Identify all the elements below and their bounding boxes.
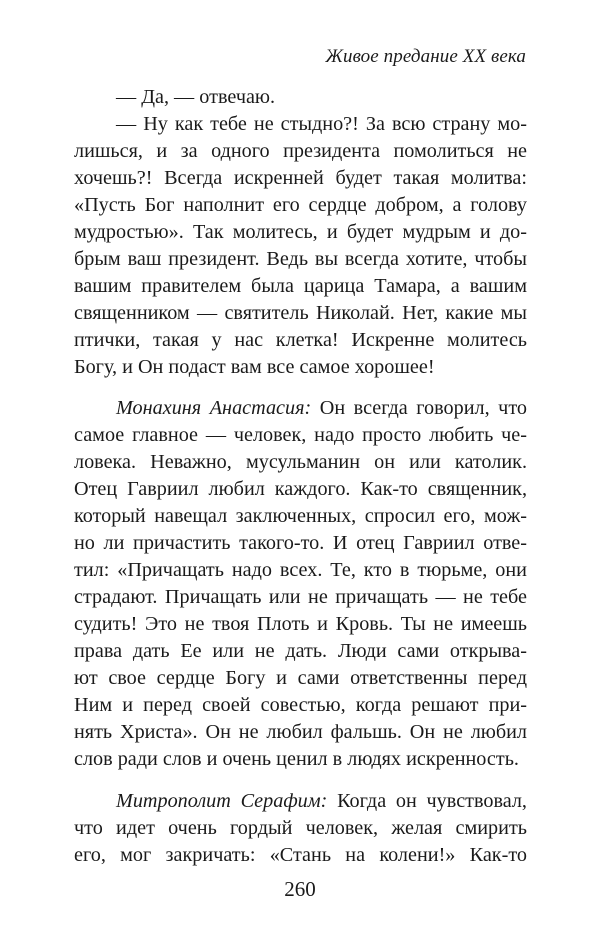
- text-line: права дать Ее или не дать. Люди сами открыва-: [74, 640, 527, 662]
- text-line: хочешь?! Всегда искренней будет такая молитва:: [74, 167, 527, 189]
- text-line: самое главное — человек, надо просто любить че-: [74, 424, 527, 446]
- text-line: — Да, — отвечаю.: [116, 86, 276, 108]
- text-line: что идет очень гордый человек, желая смирить: [74, 817, 527, 839]
- text-line: ловека. Неважно, мусульманин он или католик.: [74, 451, 527, 473]
- running-header: Живое предание XX века: [325, 46, 526, 67]
- text-line: [74, 788, 527, 815]
- text-line: слов ради слов и очень ценил в людях искренность.: [74, 748, 519, 770]
- text-line: лишься, и за одного президента помолиться не: [74, 140, 527, 162]
- page-number: 260: [284, 877, 316, 901]
- text-line: тил: «Причащать надо всех. Те, кто в тюрьме, они: [74, 559, 527, 581]
- text-line: вашим правителем была царица Тамара, а вашим: [74, 275, 527, 297]
- text-fragment: Он всегда говорил, что: [311, 397, 527, 419]
- text-line: [74, 395, 527, 422]
- text-line: Богу, и Он подаст вам все самое хорошее!: [74, 356, 435, 378]
- text-line: ют свое сердце Богу и сами ответственны перед: [74, 667, 527, 689]
- speaker-name: Митрополит Серафим:: [116, 790, 328, 812]
- text-line: который навещал заключенных, спросил его, мож-: [74, 505, 527, 527]
- paragraph-anastasia: [74, 395, 527, 773]
- text-line: — Ну как тебе не стыдно?! За всю страну мо-: [116, 113, 527, 135]
- paragraph-seraphim: [74, 788, 527, 869]
- text-line: Отец Гавриил любил каждого. Как-то священник,: [74, 478, 527, 500]
- speaker-name: Монахиня Анастасия:: [116, 397, 312, 419]
- text-line: брым ваш президент. Ведь вы всегда хотите, чтобы: [74, 248, 527, 270]
- text-line: птички, такая у нас клетка! Искренне молитесь: [74, 329, 527, 351]
- text-line: мудростью». Так молитесь, и будет мудрым и до-: [74, 221, 527, 243]
- text-line: но ли причастить такого-то. И отец Гавриил отве-: [74, 532, 527, 554]
- text-line: священником — святитель Николай. Нет, какие мы: [74, 302, 527, 324]
- text-fragment: Когда он чувствовал,: [327, 790, 527, 812]
- paragraph-dialogue: [74, 84, 527, 381]
- text-line: «Пусть Бог наполнит его сердце добром, а голову: [74, 194, 527, 216]
- text-line: судить! Это не твоя Плоть и Кровь. Ты не имеешь: [74, 613, 527, 635]
- text-line: Ним и перед своей совестью, когда решают при-: [74, 694, 527, 716]
- text-line: нять Христа». Он не любил фальшь. Он не любил: [74, 721, 527, 743]
- text-line: его, мог закричать: «Стань на колени!» Как-то: [74, 844, 527, 866]
- text-line: страдают. Причащать или не причащать — не тебе: [74, 586, 527, 608]
